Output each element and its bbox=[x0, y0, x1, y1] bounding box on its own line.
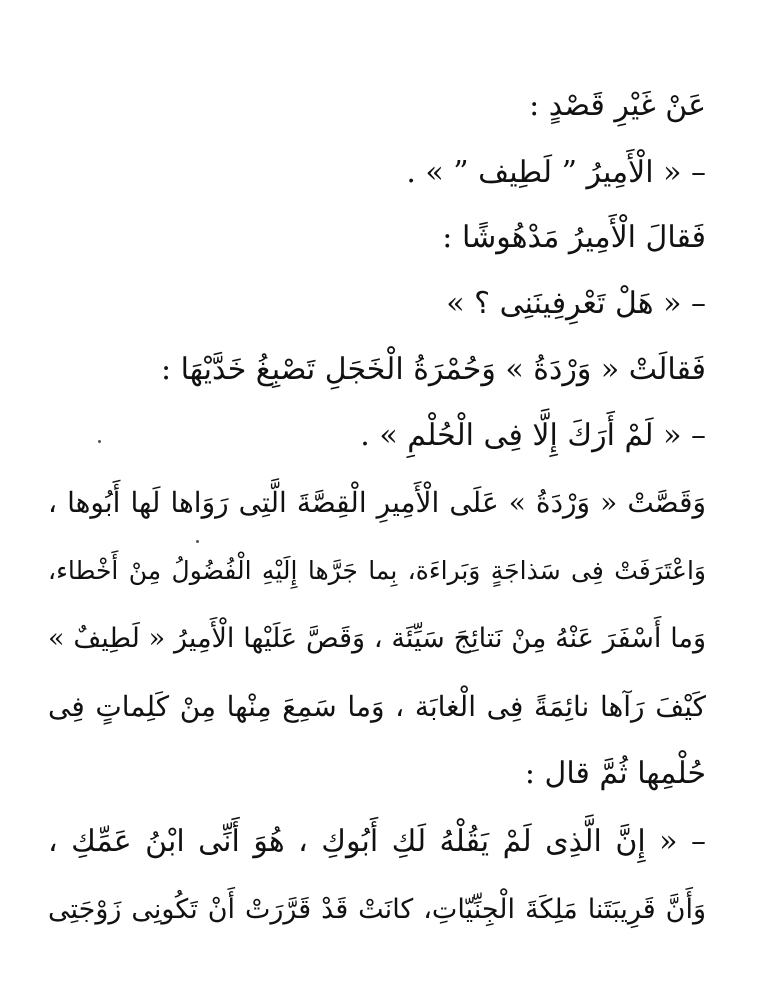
text-line-11: حُلْمِها ثُمَّ قال : bbox=[524, 756, 706, 791]
text-line-3: فَقالَ الْأَمِيرُ مَدْهُوشًا : bbox=[442, 220, 706, 255]
text-line-2: – « الْأَمِيرُ ” لَطِيف ” » . bbox=[406, 155, 706, 190]
scan-speck bbox=[98, 440, 101, 443]
text-line-1: عَنْ غَيْرِ قَصْدٍ : bbox=[529, 88, 706, 123]
text-line-4: – « هَلْ تَعْرِفِينَنِى ؟ » bbox=[446, 286, 706, 321]
text-line-5: فَقالَتْ « وَرْدَةُ » وَحُمْرَةُ الْخَجَلِ تَصْبِغُ خَدَّيْهَا : bbox=[161, 352, 706, 387]
scan-speck bbox=[196, 540, 199, 543]
text-line-12: – « إِنَّ الَّذِى لَمْ يَقُلْهُ لَكِ أَبُوكِ ، هُوَ أَنِّى ابْنُ عَمِّكِ ، bbox=[48, 824, 706, 859]
text-line-9: وَما أَسْفَرَ عَنْهُ مِنْ نَتائِجَ سَيِّئَة ، وَقَصَّ عَلَيْها الْأَمِيرُ « لَطِيفٌ » bbox=[48, 623, 706, 654]
text-line-13: وَأَنَّ قَرِيبَتَنا مَلِكَةَ الْجِنِّيّاتِ، كانَتْ قَدْ قَرَّرَتْ أَنْ تَكُونِى زَوْجَتِى bbox=[48, 894, 706, 925]
text-line-6: – « لَمْ أَرَكَ إِلَّا فِى الْحُلْمِ » . bbox=[360, 418, 706, 453]
text-line-10: كَيْفَ رَآها نائِمَةً فِى الْغابَة ، وَما سَمِعَ مِنْها مِنْ كَلِماتٍ فِى bbox=[48, 690, 706, 723]
text-line-7: وَقَصَّتْ « وَرْدَةُ » عَلَى الْأَمِيرِ الْقِصَّةَ الَّتِى رَوَاها لَها أَبُوها ، bbox=[48, 486, 706, 519]
text-line-8: وَاعْتَرَفَتْ فِى سَذاجَةٍ وَبَراءَة، بِما جَرَّها إِلَيْهِ الْفُضُولُ مِنْ أَخْطاء، bbox=[48, 556, 706, 585]
